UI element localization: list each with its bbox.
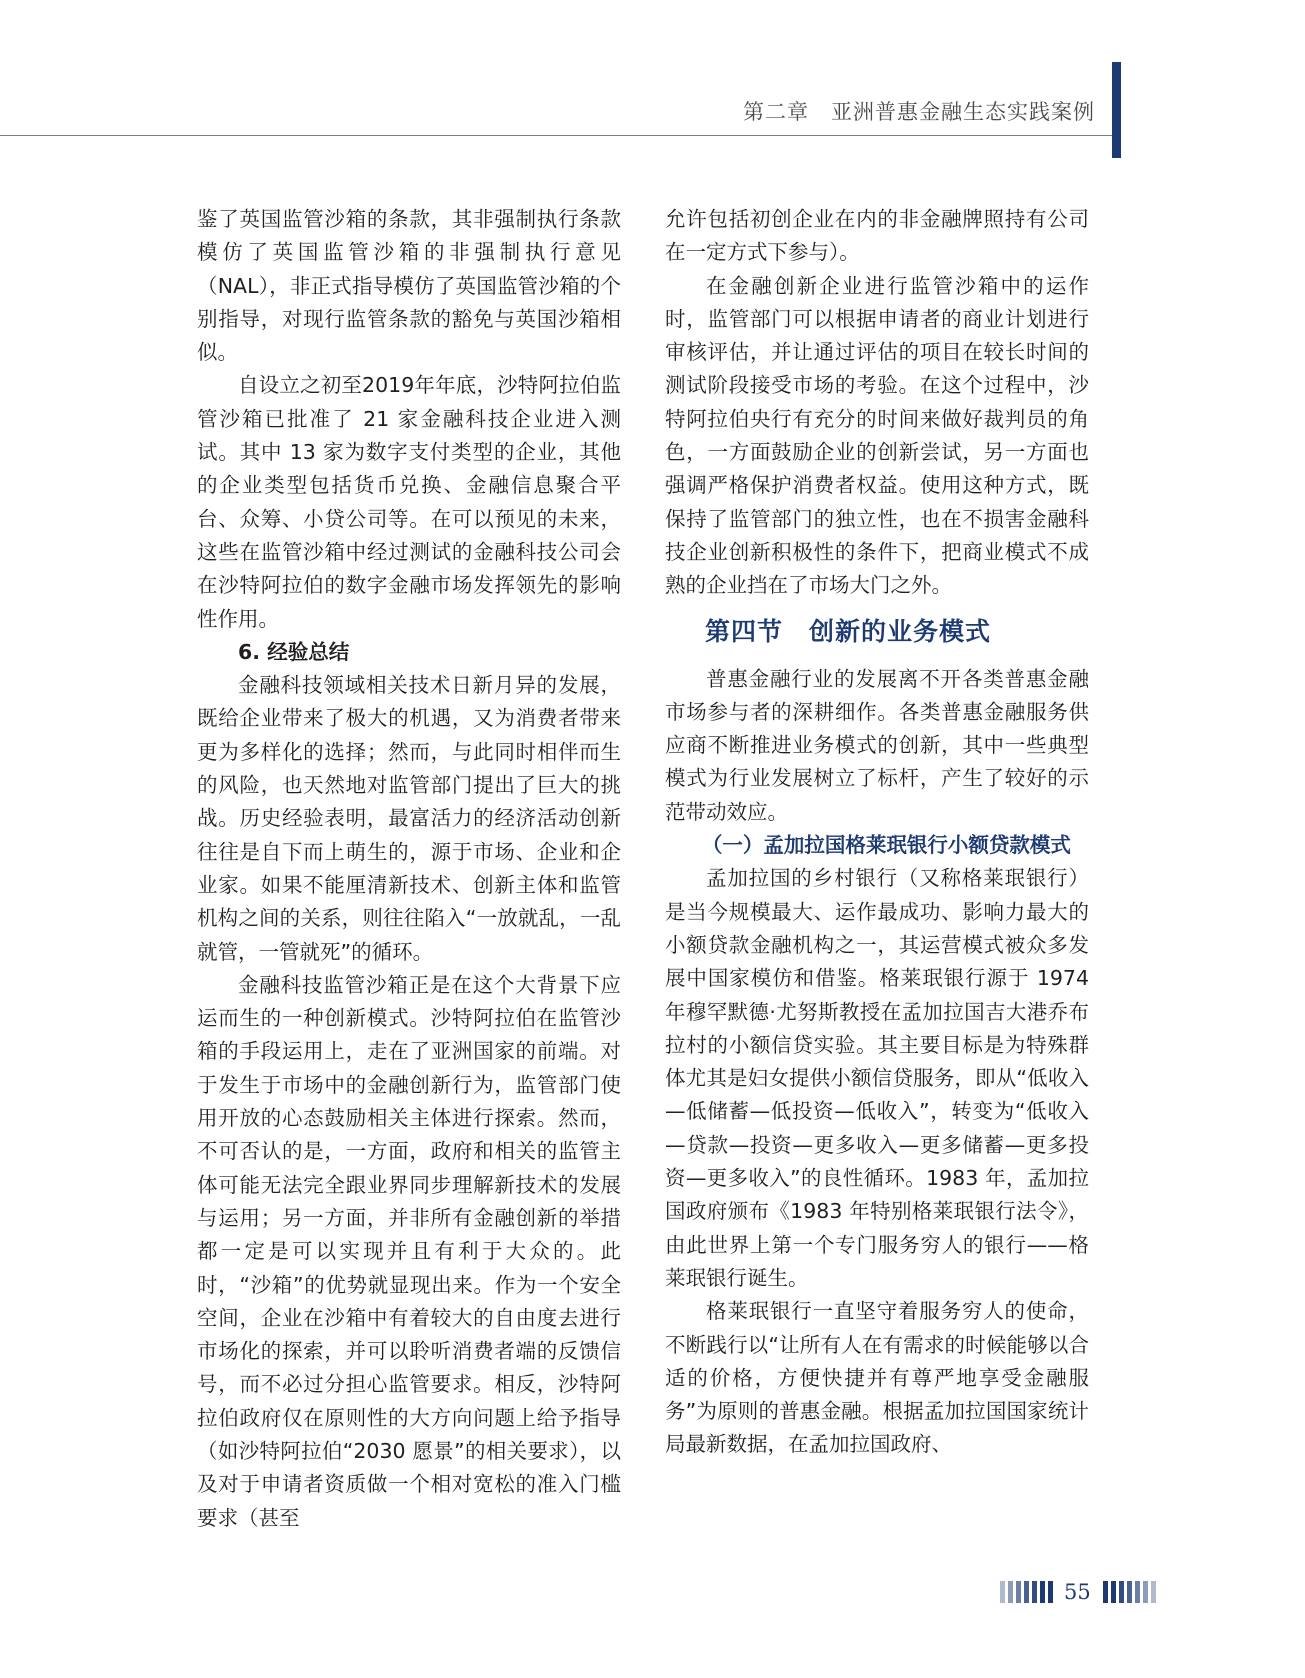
page-number: 55 [1064, 1580, 1091, 1604]
paragraph: 自设立之初至2019年年底，沙特阿拉伯监管沙箱已批准了 21 家金融科技企业进入测试。其中 13 家为数字支付类型的企业，其他的企业类型包括货币兑换、金融信息聚合平台、众筹、小贷公司等。在可以预见的未来，这些在监管沙箱中经过测试的金融科技公司会在沙特阿拉伯的数字金融市场发挥领先的影响性作用。 [197, 373, 621, 631]
section-heading: 第四节 创新的业务模式 [705, 616, 992, 646]
paragraph: 金融科技领域相关技术日新月异的发展，既给企业带来了极大的机遇，又为消费者带来更为多样化的选择；然而，与此同时相伴而生的风险，也天然地对监管部门提出了巨大的挑战。历史经验表明，最富活力的经济活动创新往往是自下而上萌生的，源于市场、企业和企业家。如果不能厘清新技术、创新主体和监管机构之间的关系，则往往陷入“一放就乱，一乱就管，一管就死”的循环。 [197, 673, 621, 964]
paragraph: 允许包括初创企业在内的非金融牌照持有公司在一定方式下参与）。 [665, 207, 1089, 265]
paragraph: 鉴了英国监管沙箱的条款，其非强制执行条款模仿了英国监管沙箱的非强制执行意见（NAL），非正式指导模仿了英国监管沙箱的个别指导，对现行监管条款的豁免与英国沙箱相似。 [197, 207, 621, 365]
subheading-experience-summary: 6. 经验总结 [238, 639, 350, 664]
paragraph: 金融科技监管沙箱正是在这个大背景下应运而生的一种创新模式。沙特阿拉伯在监管沙箱的手段运用上，走在了亚洲国家的前端。对于发生于市场中的金融创新行为，监管部门使用开放的心态鼓励相关主体进行探索。然而，不可否认的是，一方面，政府和相关的监管主体可能无法完全跟业界同步理解新技术的发展与运用；另一方面，并非所有金融创新的举措都一定是可以实现并且有利于大众的。此时，“沙箱”的优势就显现出来。作为一个安全空间，企业在沙箱中有着较大的自由度去进行市场化的探索，并可以聆听消费者端的反馈信号，而不必过分担心监管要求。相反，沙特阿拉伯政府仅在原则性的大方向问题上给予指导（如沙特阿拉伯“2030 愿景”的相关要求），以及对于申请者资质做一个相对宽松的准入门槛要求（甚至 [197, 972, 621, 1530]
header-rule [0, 135, 1112, 136]
paragraph: 孟加拉国的乡村银行（又称格莱珉银行）是当今规模最大、运作最成功、影响力最大的小额贷款金融机构之一，其运营模式被众多发展中国家模仿和借鉴。格莱珉银行源于 1974 年穆罕默德·尤努斯教授在孟加拉国吉大港乔布拉村的小额信贷实验。其主要目标是为特殊群体尤其是妇女提供小额信贷服务，即从“低收入—低储蓄—低投资—低收入”，转变为“低收入—贷款—投资—更多收入—更多储蓄—更多投资—更多收入”的良性循环。1983 年，孟加拉国政府颁布《1983 年特别格莱珉银行法令》，由此世界上第一个专门服务穷人的银行——格莱珉银行诞生。 [665, 866, 1089, 1290]
page-footer [1000, 1580, 1159, 1604]
paragraph: 格莱珉银行一直坚守着服务穷人的使命，不断践行以“让所有人在有需求的时候能够以合适的价格，方便快捷并有尊严地享受金融服务”为原则的普惠金融。根据孟加拉国国家统计局最新数据，在孟加拉国政府、 [665, 1299, 1089, 1457]
subheading-grameen-bank: （一）孟加拉国格莱珉银行小额贷款模式 [701, 833, 1071, 858]
paragraph: 在金融创新企业进行监管沙箱中的运作时，监管部门可以根据申请者的商业计划进行审核评估，并让通过评估的项目在较长时间的测试阶段接受市场的考验。在这个过程中，沙特阿拉伯央行有充分的时间来做好裁判员的角色，一方面鼓励企业的创新尝试，另一方面也强调严格保护消费者权益。使用这种方式，既保持了监管部门的独立性，也在不损害金融科技企业创新积极性的条件下，把商业模式不成熟的企业挡在了市场大门之外。 [665, 273, 1089, 598]
right-column [665, 203, 1089, 1462]
decorative-stripes-left [1000, 1581, 1056, 1603]
header-accent-bar [1112, 62, 1121, 158]
chapter-title: 第二章 亚洲普惠金融生态实践案例 [743, 100, 1095, 124]
decorative-stripes-right [1103, 1581, 1159, 1603]
paragraph: 普惠金融行业的发展离不开各类普惠金融市场参与者的深耕细作。各类普惠金融服务供应商不断推进业务模式的创新，其中一些典型模式为行业发展树立了标杆，产生了较好的示范带动效应。 [665, 666, 1089, 824]
left-column [197, 203, 621, 1535]
